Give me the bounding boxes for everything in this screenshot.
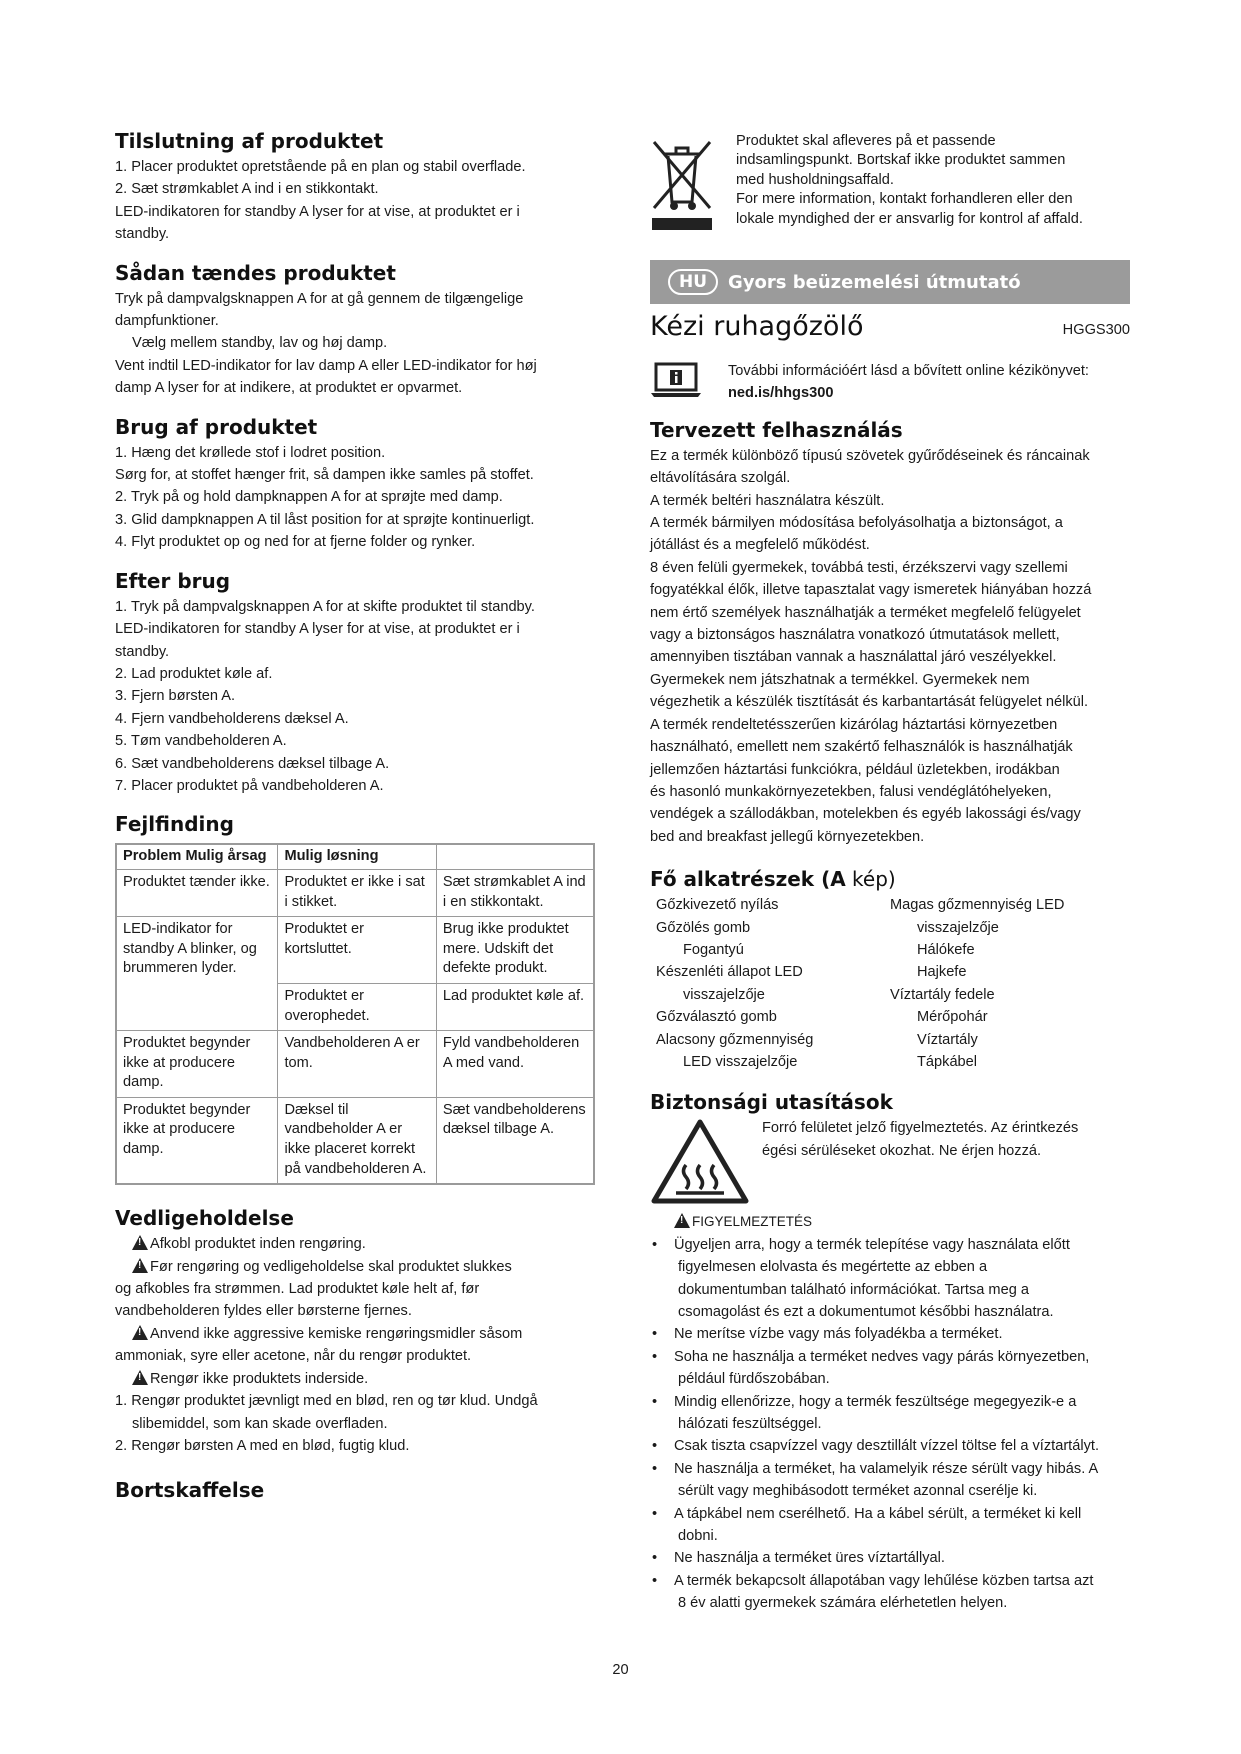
part-item: Víztartály (917, 1031, 978, 1048)
list-item (650, 1323, 1130, 1345)
text-line: jellemzően háztartási funkciókra, például üzletekben, irodákban (650, 761, 1060, 778)
section-brug (115, 414, 595, 554)
text-line: jótállást és a megfelelő működést. (650, 537, 870, 554)
list-item (650, 1458, 1130, 1503)
part-item: Hajkefe (917, 964, 967, 981)
table-header-cell (436, 844, 594, 869)
part-item: Alacsony gőzmennyiség (656, 1031, 814, 1048)
table-header-cell: Mulig løsning (278, 844, 436, 869)
part-item: Magas gőzmennyiség LED (890, 897, 1065, 914)
text-line: nem értő személyek használhatják a terméket megfelelő felügyelet (650, 604, 1081, 621)
model-number: HGGS300 (1062, 322, 1130, 338)
text-line: Forró felületet jelző figyelmeztetés. Az érintkezés (762, 1120, 1079, 1137)
heading-tilslutning: Tilslutning af produktet (115, 129, 384, 153)
text-line: slibemiddel, som kan skade overfladen. (132, 1415, 388, 1432)
bullet-line: sérült vagy meghibásodott terméket azonnal cserélje ki. (678, 1483, 1038, 1500)
bullet-line: csomagolást és ezt a dokumentumot későbbi használatra. (678, 1304, 1054, 1320)
bullet-line: 8 év alatti gyermekek számára elérhetetlen helyen. (678, 1595, 1008, 1612)
text-line: 2. Sæt strømkablet A ind i en stikkontakt. (115, 181, 379, 198)
language-badge: HU (668, 269, 718, 295)
disposal-block (650, 132, 1130, 232)
bullet-line: Ügyeljen arra, hogy a termék telepítése vagy használata előtt (674, 1236, 1070, 1253)
list-item (650, 1503, 1130, 1548)
section-biztonsagi (650, 1089, 1130, 1614)
text-line: dampfunktioner. (115, 313, 219, 330)
list-item (650, 1547, 1130, 1569)
text-line: 2. Rengør børsten A med en blød, fugtig klud. (115, 1437, 410, 1454)
table-cell: LED-indikator for standby A blinker, og brummeren lyder. (116, 917, 278, 1031)
heading-vedligeholdelse: Vedligeholdelse (115, 1206, 294, 1231)
left-column (115, 128, 595, 1517)
warning-icon (674, 1213, 690, 1228)
text-line: LED-indikatoren for standby A lyser for at vise, at produktet er i (115, 621, 520, 638)
hot-surface-icon (650, 1117, 750, 1207)
part-item: visszajelzője (917, 919, 999, 936)
heading-brug: Brug af produktet (115, 414, 318, 439)
text-line: 1. Hæng det krøllede stof i lodret position. (115, 444, 386, 461)
parts-list (650, 894, 1130, 1073)
table-header-row (116, 844, 594, 869)
text-line: bed and breakfast jellegű környezetekben. (650, 828, 925, 845)
part-item: visszajelzője (683, 986, 765, 1003)
text-line: használható, emellett nem szakértő felhasználók is használhatják (650, 739, 1073, 756)
table-cell: Produktet er overophedet. (278, 983, 436, 1030)
part-item: Hálókefe (917, 941, 975, 958)
table-row (116, 869, 594, 916)
heading-saadan: Sådan tændes produktet (115, 260, 396, 285)
bullet-line: dokumentumban található információkat. Tartsa meg a (678, 1281, 1029, 1298)
list-item (650, 1570, 1130, 1615)
table-cell: Produktet tænder ikke. (116, 869, 278, 916)
text-line: 1. Rengør produktet jævnligt med en blød, ren og tør klud. Undgå (115, 1393, 538, 1410)
heading-parts-c: kép) (845, 867, 896, 892)
text-line: damp A lyser for at indikere, at produktet er opvarmet. (115, 380, 463, 397)
table-row (116, 1031, 594, 1098)
text-line: Ez a termék különböző típusú szövetek gyűrődéseinek és ráncainak (650, 447, 1090, 464)
text-line: LED-indikatoren for standby A lyser for at vise, at produktet er i (115, 203, 520, 220)
text-line: A termék bármilyen módosítása befolyásolhatja a biztonságot, a (650, 515, 1063, 532)
bullet-line: Csak tiszta csapvízzel vagy desztillált vízzel töltse fel a víztartályt. (674, 1438, 1099, 1455)
table-cell: Dæksel til vandbeholder A er ikke placeret korrekt på vandbeholderen A. (278, 1097, 436, 1184)
table-cell: Lad produktet køle af. (436, 983, 594, 1030)
text-line: lokale myndighed der er ansvarlig for kontrol af affald. (736, 210, 1083, 227)
part-item: Mérőpohár (917, 1009, 988, 1026)
bullet-line: dobni. (678, 1528, 718, 1545)
text-line: 3. Glid dampknappen A til låst position for at sprøjte kontinuerligt. (115, 511, 535, 528)
text-line: med husholdningsaffald. (736, 171, 894, 188)
part-item: Víztartály fedele (890, 986, 995, 1003)
table-cell: Sæt strømkablet A ind i en stikkontakt. (436, 869, 594, 916)
text-line: vagy a biztonságos használatra vonatkozó útmutatások mellett, (650, 627, 1060, 644)
heading-parts-b: A (830, 867, 846, 892)
text-line: Gyermekek nem játszhatnak a termékkel. Gyermekek nem (650, 671, 1030, 688)
text-line: Produktet skal afleveres på et passende (736, 133, 996, 149)
weee-bin-icon (650, 132, 714, 232)
text-line: A termék beltéri használatra készült. (650, 492, 885, 509)
warning-label (650, 1211, 1130, 1233)
part-item: Készenléti állapot LED (656, 964, 803, 981)
banner-title: Gyors beüzemelési útmutató (728, 271, 1021, 293)
text-line: 6. Sæt vandbeholderens dæksel tilbage A. (115, 755, 390, 772)
text-line: vendégek a szállodákban, motelekben és egyéb lakossági és/vagy (650, 806, 1081, 823)
text-line: 2. Tryk på og hold dampknappen A for at sprøjte med damp. (115, 489, 503, 506)
list-item (650, 1391, 1130, 1436)
table-row (116, 1097, 594, 1184)
text-line: fogyatékkal élők, illetve tapasztalat vagy ismeretek hiányában hozzá (650, 582, 1092, 599)
warning-text: Afkobl produktet inden rengøring. (150, 1236, 366, 1253)
bullet-line: Ne merítse vízbe vagy más folyadékba a terméket. (674, 1326, 1003, 1343)
text-line: 4. Fjern vandbeholderens dæksel A. (115, 710, 349, 727)
section-saadan (115, 260, 595, 400)
warning-text: Rengør ikke produktets inderside. (150, 1370, 369, 1387)
warning-label-text: FIGYELMEZTETÉS (692, 1214, 813, 1230)
list-item (650, 1234, 1130, 1324)
heading-biztonsagi: Biztonsági utasítások (650, 1090, 893, 1115)
warning-text: Før rengøring og vedligeholdelse skal produktet slukkes (150, 1258, 512, 1275)
section-bortskaffelse (115, 1477, 595, 1503)
table-cell: Vandbeholderen A er tom. (278, 1031, 436, 1098)
text-line: og afkobles fra strømmen. Lad produktet køle helt af, før (115, 1281, 480, 1298)
part-item: Gőzölés gomb (656, 919, 751, 936)
section-fejlfinding (115, 811, 595, 1185)
text-line: 1. Placer produktet opretstående på en plan og stabil overflade. (115, 159, 526, 175)
part-item: Gőzkivezető nyílás (656, 897, 779, 914)
heading-efter: Efter brug (115, 568, 231, 593)
table-cell: Brug ikke produktet mere. Udskift det defekte produkt. (436, 917, 594, 984)
heading-parts (650, 866, 1130, 892)
parts-column-right (890, 894, 1130, 1073)
table-cell: Produktet begynder ikke at producere damp. (116, 1031, 278, 1098)
text-line: ammoniak, syre eller acetone, når du rengør produktet. (115, 1348, 472, 1365)
heading-tervezett: Tervezett felhasználás (650, 417, 903, 442)
disposal-text (736, 132, 1083, 229)
table-cell: Sæt vandbeholderens dæksel tilbage A. (436, 1097, 594, 1184)
bullet-line: hálózati feszültséggel. (678, 1416, 822, 1433)
section-vedligeholdelse (115, 1205, 595, 1457)
section-tilslutning (115, 128, 595, 246)
text-line: Sørg for, at stoffet hænger frit, så dampen ikke samles på stoffet. (115, 467, 534, 484)
section-efter (115, 568, 595, 798)
text-line: Tryk på dampvalgsknappen A for at gå gennem de tilgængelige (115, 290, 524, 307)
product-title-row (650, 310, 1130, 344)
bullet-line: Ne használja a terméket, ha valamelyik része sérült vagy hibás. A (674, 1460, 1099, 1477)
bullet-line: Soha ne használja a terméket nedves vagy párás környezetben, (674, 1348, 1090, 1365)
text-line: 3. Fjern børsten A. (115, 688, 236, 705)
heading-fejlfinding: Fejlfinding (115, 812, 234, 837)
right-column (650, 132, 1130, 1629)
text-line: standby. (115, 226, 170, 243)
text-line: Vent indtil LED-indikator for lav damp A eller LED-indikator for høj (115, 357, 537, 374)
text-line: 2. Lad produktet køle af. (115, 665, 273, 682)
part-item: Tápkábel (917, 1053, 978, 1070)
heading-bortskaffelse: Bortskaffelse (115, 1478, 265, 1503)
text-line: 7. Placer produktet på vandbeholderen A. (115, 777, 384, 794)
text-line: A termék rendeltetésszerűen kizárólag háztartási környezetben (650, 716, 1058, 733)
section-parts (650, 866, 1130, 1073)
language-banner (650, 260, 1130, 304)
bullet-line: A tápkábel nem cserélhető. Ha a kábel sérült, a terméket ki kell (674, 1505, 1082, 1522)
troubleshooting-table (115, 843, 595, 1185)
text-line: indsamlingspunkt. Bortskaf ikke produktet sammen (736, 152, 1066, 169)
warning-icon (132, 1235, 148, 1250)
section-tervezett (650, 417, 1130, 848)
text-line: 5. Tøm vandbeholderen A. (115, 733, 287, 750)
part-item: Gőzválasztó gomb (656, 1009, 777, 1026)
table-header-cell: Problem Mulig årsag (116, 844, 278, 869)
table-row (116, 917, 594, 984)
text-line: For mere information, kontakt forhandleren eller den (736, 191, 1073, 208)
safety-bullet-list (650, 1234, 1130, 1615)
part-item: LED visszajelzője (683, 1053, 798, 1070)
text-line: és hasonló munkakörnyezetekben, falusi vendéglátóhelyeken, (650, 783, 1052, 800)
bullet-line: Ne használja a terméket üres víztartállyal. (674, 1550, 945, 1567)
heading-parts-a: Fő alkatrészek ( (650, 867, 831, 892)
table-cell: Fyld vandbeholderen A med vand. (436, 1031, 594, 1098)
list-item (650, 1435, 1130, 1457)
part-item: Fogantyú (683, 941, 744, 958)
bullet-line: Mindig ellenőrizze, hogy a termék feszültsége megegyezik-e a (674, 1393, 1077, 1410)
text-line: standby. (115, 643, 170, 660)
bullet-line: A termék bekapcsolt állapotában vagy lehűlése közben tartsa azt (674, 1572, 1094, 1589)
text-line: eltávolítására szolgál. (650, 470, 791, 487)
bullet-line: például fürdőszobában. (678, 1371, 830, 1388)
product-title: Kézi ruhagőzölő (650, 311, 864, 342)
warning-icon (132, 1325, 148, 1340)
text-line: égési sérüléseket okozhat. Ne érjen hozzá. (762, 1142, 1042, 1159)
text-line: végezhetik a készülék tisztítását és karbantartását felügyelet nélkül. (650, 694, 1089, 711)
hot-surface-warning (650, 1117, 1130, 1207)
warning-icon (132, 1370, 148, 1385)
text-line: 1. Tryk på dampvalgsknappen A for at skifte produktet til standby. (115, 598, 535, 615)
warning-text: Anvend ikke aggressive kemiske rengøringsmidler såsom (150, 1325, 523, 1342)
table-cell: Produktet begynder ikke at producere damp. (116, 1097, 278, 1184)
text-line: amennyiben tisztában vannak a használattal járó veszélyekkel. (650, 649, 1057, 666)
list-item (650, 1346, 1130, 1391)
info-text: További információért lásd a bővített online kézikönyvet: (728, 363, 1089, 379)
table-cell: Produktet er ikke i sat i stikket. (278, 869, 436, 916)
table-cell: Produktet er kortsluttet. (278, 917, 436, 984)
text-line: 8 éven felüli gyermekek, továbbá testi, érzékszervi vagy szellemi (650, 559, 1068, 576)
text-line: 4. Flyt produktet op og ned for at fjerne folder og rynker. (115, 534, 476, 551)
text-line: Vælg mellem standby, lav og høj damp. (132, 335, 388, 352)
page-number: 20 (612, 1662, 629, 1678)
bullet-line: figyelmesen elolvasta és megértette az ebben a (678, 1259, 988, 1276)
online-manual-info (650, 360, 1130, 405)
parts-column-left (650, 894, 890, 1073)
warning-icon (132, 1258, 148, 1273)
laptop-info-icon (650, 362, 702, 398)
text-line: vandbeholderen fyldes eller børsterne fjernes. (115, 1303, 412, 1320)
manual-link[interactable]: ned.is/hhgs300 (728, 385, 834, 402)
